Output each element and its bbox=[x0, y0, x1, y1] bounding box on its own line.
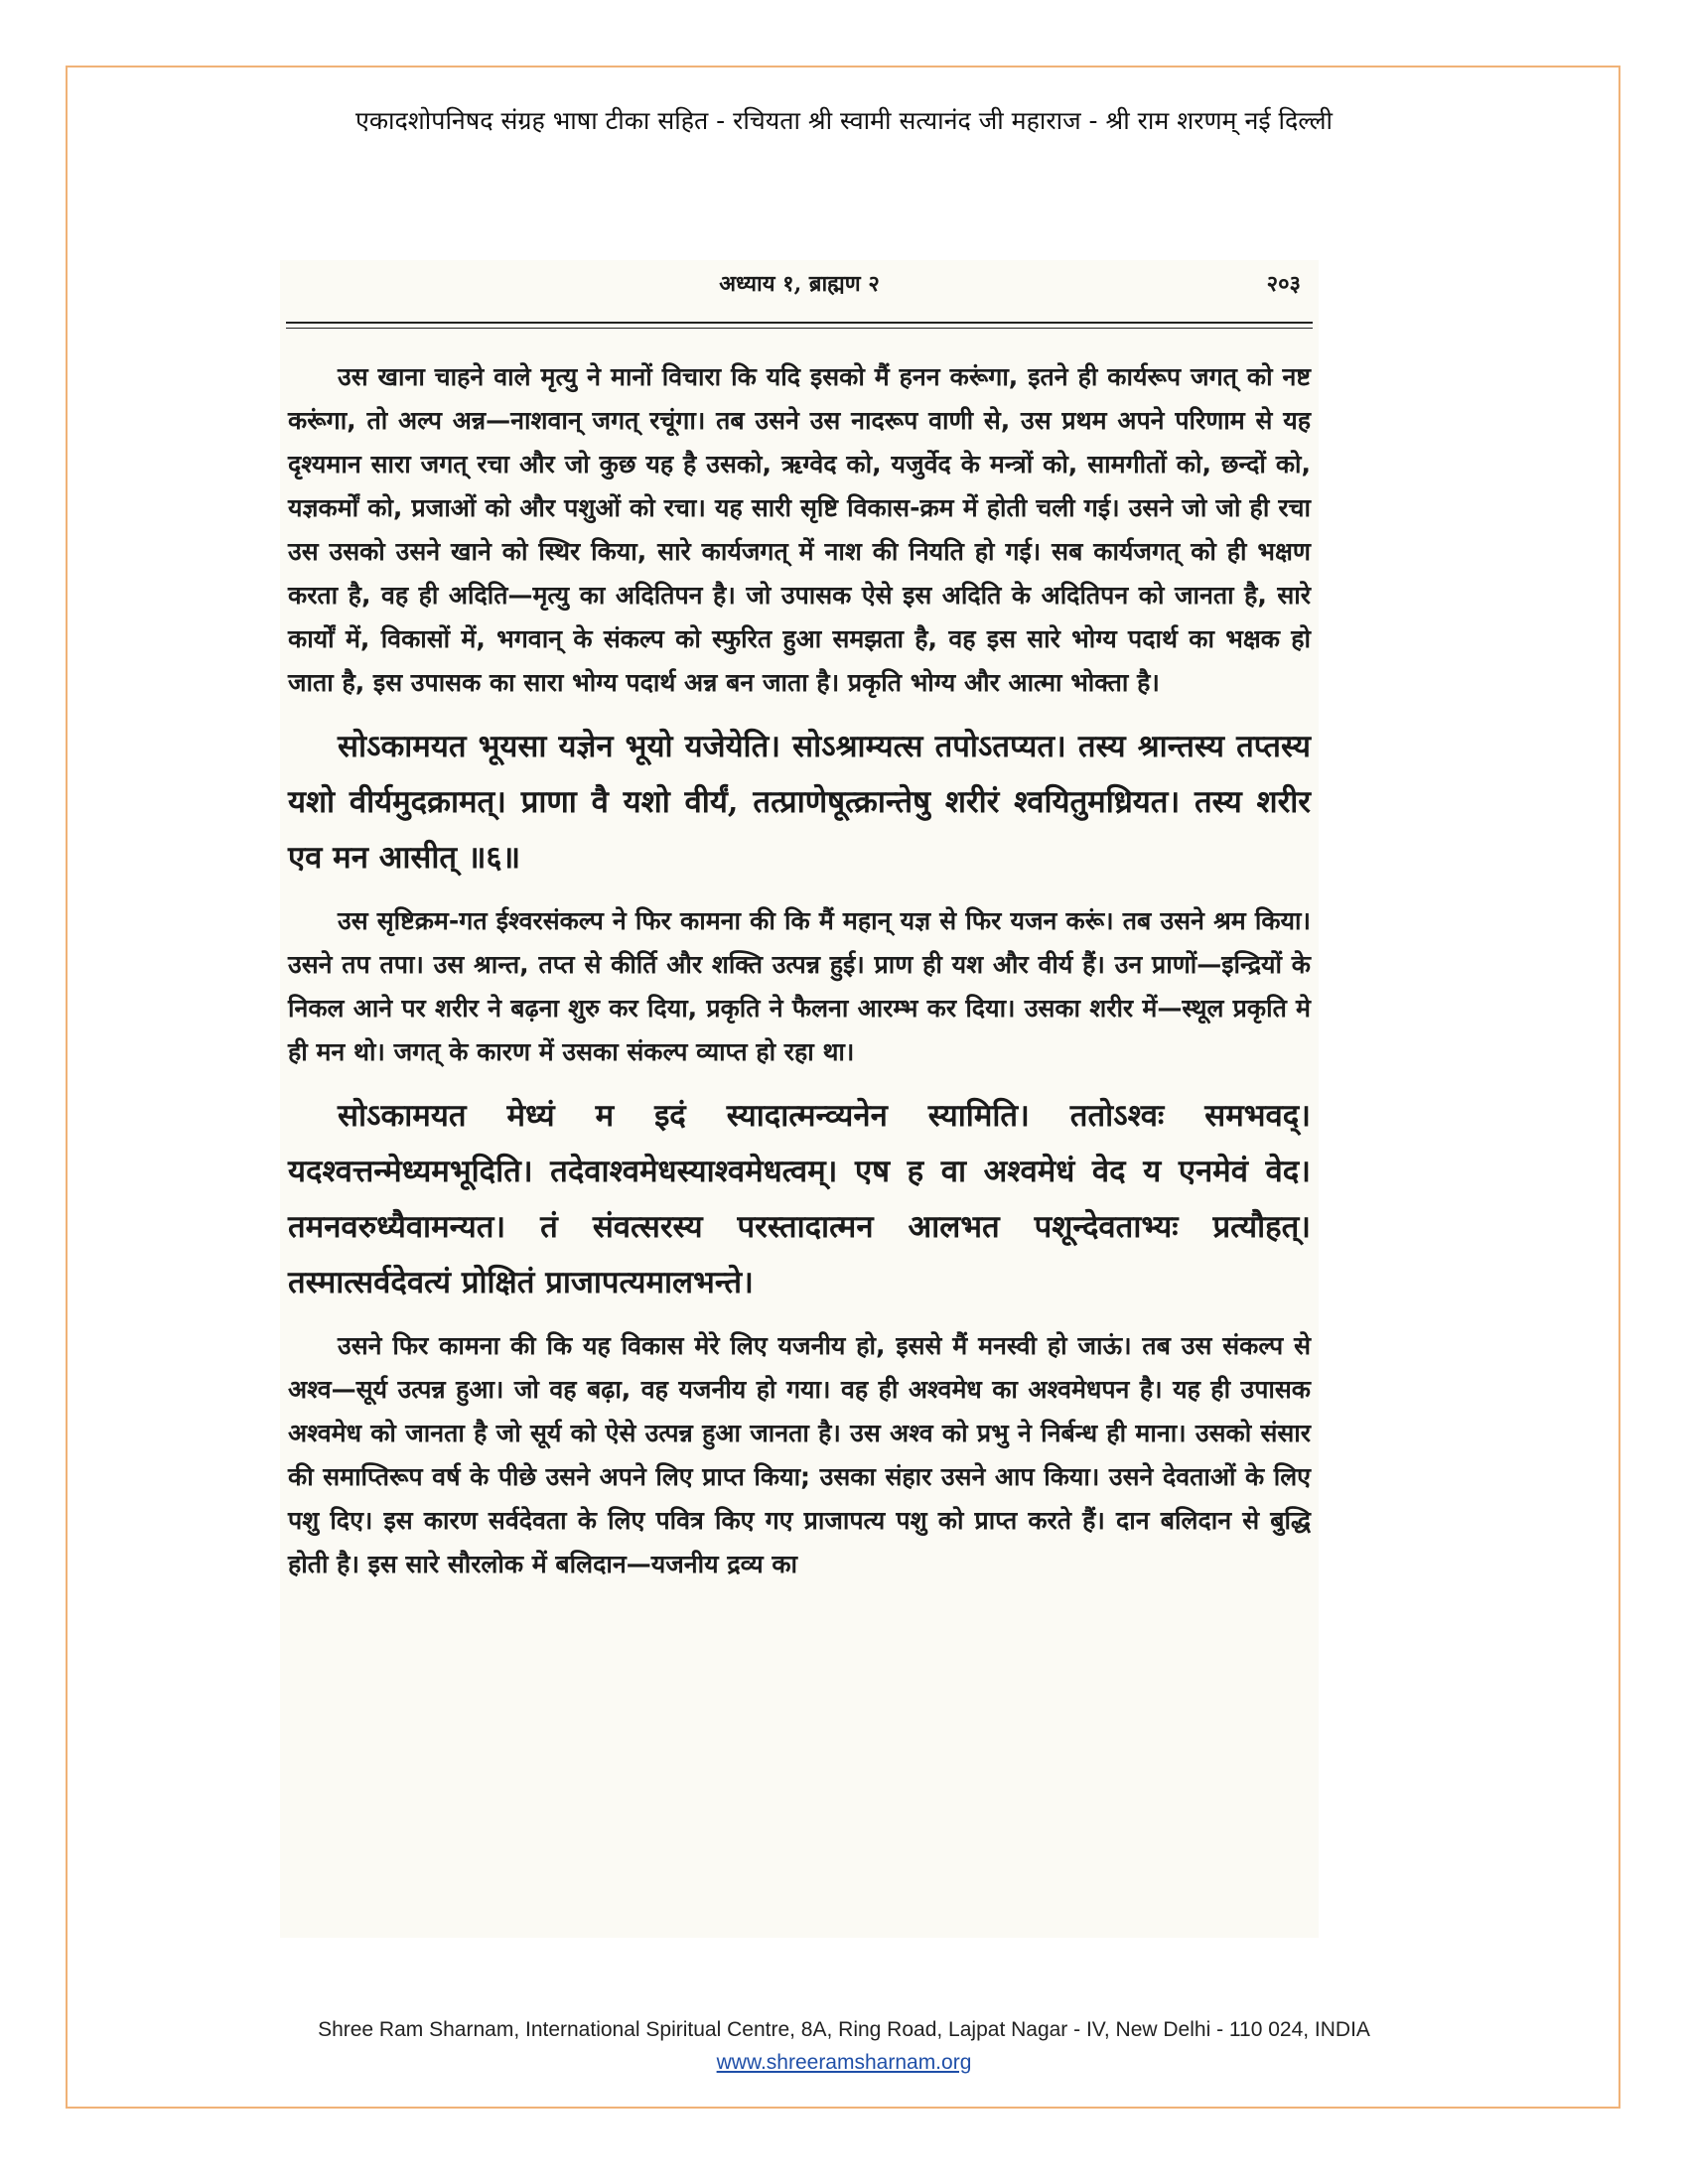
commentary-text-1: उस खाना चाहने वाले मृत्यु ने मानों विचारा कि यदि इसको मैं हनन करूंगा, इतने ही कार्यरूप जगत् को नष्ट करूंगा, तो अल्प अन्न—नाशवान् जगत् रचूंगा। तब उसने उस नादरूप वाणी से, उस प्रथम अपने परिणाम से यह दृश्यमान सारा जगत् रचा और जो कुछ यह है उसको, ऋग्वेद को, यजुर्वेद के मन्त्रों को, सामगीतों को, छन्दों को, यज्ञकर्मों को, प्रजाओं को और पशुओं को रचा। यह सारी सृष्टि विकास-क्रम में होती चली गई। उसने जो जो ही रचा उस उसको उसने खाने को स्थिर किया, सारे कार्यजगत् में नाश की नियति हो गई। सब कार्यजगत् को ही भक्षण करता है, वह ही अदिति—मृत्यु का अदितिपन है। जो उपासक ऐसे इस अदिति के अदितिपन को जानता है, सारे कार्यों में, विकासों में, भगवान् के संकल्प को स्फुरित हुआ समझता है, वह इस सारे भोग्य पदार्थ का भक्षक हो जाता है, इस उपासक का सारा भोग्य पदार्थ अन्न बन जाता है। प्रकृति भोग्य और आत्मा भोक्ता है। bbox=[288, 362, 1311, 697]
commentary-paragraph-1 bbox=[288, 355, 1311, 705]
commentary-text-2: उस सृष्टिक्रम-गत ईश्वरसंकल्प ने फिर कामना की कि मैं महान् यज्ञ से फिर यजन करूं। तब उसने श्रम किया। उसने तप तपा। उस श्रान्त, तप्त से कीर्ति और शक्ति उत्पन्न हुई। प्राण ही यश और वीर्य हैं। उन प्राणों—इन्द्रियों के निकल आने पर शरीर ने बढ़ना शुरु कर दिया, प्रकृति ने फैलना आरम्भ कर दिया। उसका शरीर में—स्थूल प्रकृति मे ही मन थो। जगत् के कारण में उसका संकल्प व्याप्त हो रहा था। bbox=[288, 906, 1311, 1066]
header-rule bbox=[286, 322, 1313, 324]
footer-address: Shree Ram Sharnam, International Spiritual Centre, 8A, Ring Road, Lajpat Nagar - IV, New Delhi - 110 024, INDIA bbox=[318, 2018, 1370, 2041]
chapter-title: अध्याय १, ब्राह्मण २ bbox=[719, 271, 880, 297]
document-footer bbox=[0, 2015, 1688, 2081]
running-head bbox=[280, 268, 1319, 302]
header-rule-thin bbox=[286, 328, 1313, 329]
website-link[interactable]: www.shreeramsharnam.org bbox=[716, 2051, 972, 2074]
document-header: एकादशोपनिषद संग्रह भाषा टीका सहित - रचियता श्री स्वामी सत्यानंद जी महाराज - श्री राम शरणम् नई दिल्ली bbox=[355, 106, 1333, 135]
verse-text-2: सोऽकामयत मेध्यं म इदं स्यादात्मन्व्यनेन स्यामिति। ततोऽश्वः समभवद्। यदश्वत्तन्मेध्यमभूदिति। तदेवाश्वमेधस्याश्वमेधत्वम्। एष ह वा अश्वमेधं वेद य एनमेवं वेद। तमनवरुध्यैवामन्यत। तं संवत्सरस्य परस्तादात्मन आलभत पशून्देवताभ्यः प्रत्यौहत्। तस्मात्सर्वदेवत्यं प्रोक्षितं प्राजापत्यमालभन्ते। bbox=[288, 1098, 1311, 1300]
sanskrit-verse-2 bbox=[288, 1088, 1311, 1310]
scanned-page bbox=[280, 260, 1319, 1938]
verse-text-1: सोऽकामयत भूयसा यज्ञेन भूयो यजेयेति। सोऽश्राम्यत्स तपोऽतप्यत। तस्य श्रान्तस्य तप्तस्य यशो वीर्यमुदक्रामत्। प्राणा वै यशो वीर्यं, तत्प्राणेषूत्क्रान्तेषु शरीरं श्वयितुमध्रियत। तस्य शरीर एव मन आसीत् ॥६॥ bbox=[288, 729, 1311, 876]
page-body bbox=[288, 355, 1311, 1586]
sanskrit-verse-1 bbox=[288, 719, 1311, 886]
commentary-text-3: उसने फिर कामना की कि यह विकास मेरे लिए यजनीय हो, इससे मैं मनस्वी हो जाऊं। तब उस संकल्प से अश्व—सूर्य उत्पन्न हुआ। जो वह बढ़ा, वह यजनीय हो गया। वह ही अश्वमेध का अश्वमेधपन है। यह ही उपासक अश्वमेध को जानता है जो सूर्य को ऐसे उत्पन्न हुआ जानता है। उस अश्व को प्रभु ने निर्बन्ध ही माना। उसको संसार की समाप्तिरूप वर्ष के पीछे उसने अपने लिए प्राप्त किया; उसका संहार उसने आप किया। उसने देवताओं के लिए पशु दिए। इस कारण सर्वदेवता के लिए पवित्र किए गए प्राजापत्य पशु को प्राप्त करते हैं। दान बलिदान से बुद्धि होती है। इस सारे सौरलोक में बलिदान—यजनीय द्रव्य का bbox=[288, 1331, 1311, 1578]
commentary-paragraph-2 bbox=[288, 899, 1311, 1074]
commentary-paragraph-3 bbox=[288, 1324, 1311, 1586]
page-number: २०३ bbox=[1266, 271, 1301, 297]
